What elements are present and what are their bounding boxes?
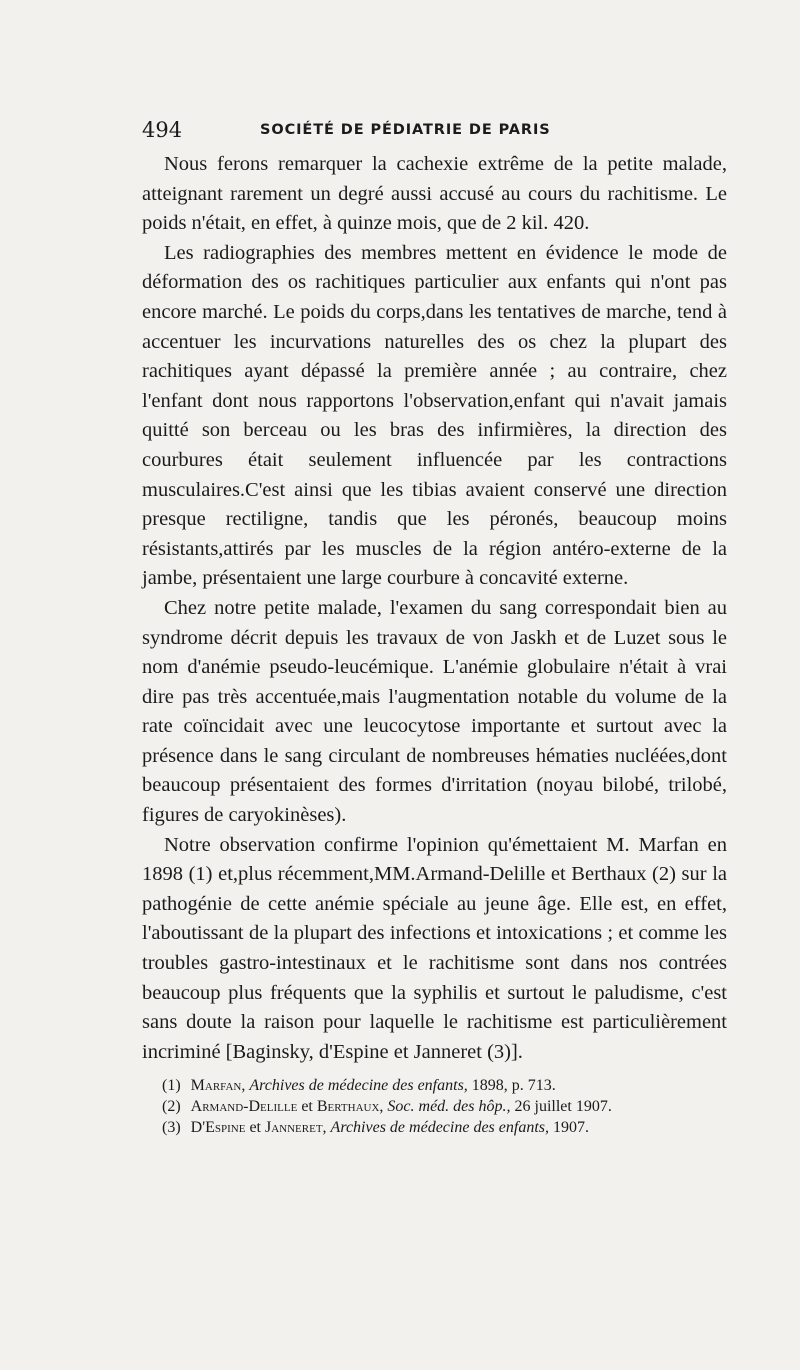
footnote xyxy=(162,1075,727,1096)
footnote-number: (1) xyxy=(162,1077,181,1094)
page-header xyxy=(142,118,727,148)
footnotes xyxy=(162,1075,727,1138)
footnote xyxy=(162,1096,727,1117)
footnote-number: (3) xyxy=(162,1119,181,1136)
footnote-title: Soc. méd. des hôp., xyxy=(387,1098,511,1115)
footnote-conjunction: et xyxy=(249,1119,261,1136)
paragraph: Nous ferons remarquer la cachexie extrême de la petite malade, atteignant rarement un degré aussi accusé au cours du rachitisme. Le poids n'était, en effet, à quinze mois, que de 2 kil. 420. xyxy=(142,153,727,235)
paragraph: Notre observation confirme l'opinion qu'émettaient M. Marfan en 1898 (1) et,plus récemment,MM.Armand-Delille et Berthaux (2) sur la pathogénie de cette anémie spéciale au jeune âge. Elle est, en effet, l'aboutissant de la plupart des infections et intoxications ; et comme les troubles gastro-intestinaux et le rachitisme sont dans nos contrées beaucoup plus fréquents que la syphilis et surtout le paludisme, c'est sans doute la raison pour laquelle le rachitisme est particulièrement incriminé [Baginsky, d'Espine et Janneret (3)]. xyxy=(142,833,727,1063)
page-number: 494 xyxy=(142,118,183,142)
footnote-rest: 1898, p. 713. xyxy=(471,1077,556,1094)
footnote-authors: Marfan, xyxy=(190,1077,246,1094)
footnote-rest: 1907. xyxy=(552,1119,589,1136)
footnote-authors: Janneret, xyxy=(264,1119,327,1136)
paragraph: Chez notre petite malade, l'examen du sang correspondait bien au syndrome décrit depuis les travaux de von Jaskh et de Luzet sous le nom d'anémie pseudo-leucémique. L'anémie globulaire n'était à vrai dire pas très accentuée,mais l'augmentation notable du volume de la rate coïncidait avec une leucocytose importante et surtout avec la présence dans le sang circulant de nombreuses hématies nucléées,dont beaucoup présentaient des formes d'irritation (noyau bilobé, trilobé, figures de caryokinèses). xyxy=(142,596,727,827)
footnote xyxy=(162,1117,727,1138)
running-head: SOCIÉTÉ DE PÉDIATRIE DE PARIS xyxy=(260,122,551,138)
body-text xyxy=(142,150,727,1067)
footnote-rest: 26 juillet 1907. xyxy=(514,1098,612,1115)
footnote-title: Archives de médecine des enfants, xyxy=(249,1077,468,1094)
footnote-conjunction: et xyxy=(301,1098,313,1115)
footnote-authors: Armand-Delille xyxy=(190,1098,298,1115)
footnote-title: Archives de médecine des enfants, xyxy=(330,1119,549,1136)
footnote-authors: D'Espine xyxy=(190,1119,246,1136)
footnote-number: (2) xyxy=(162,1098,181,1115)
paragraph: Les radiographies des membres mettent en évidence le mode de déformation des os rachitiques particulier aux enfants qui n'ont pas encore marché. Le poids du corps,dans les tentatives de marche, tend à accentuer les incurvations naturelles des os chez la plupart des rachitiques ayant dépassé la première année ; au contraire, chez l'enfant dont nous rapportons l'observation,enfant qui n'avait jamais quitté son berceau ou les bras des infirmières, la direction des courbures était seulement influencée par les contractions musculaires.C'est ainsi que les tibias avaient conservé une direction presque rectiligne, tandis que les péronés, beaucoup moins résistants,attirés par les muscles de la région antéro-externe de la jambe, présentaient une large courbure à concavité externe. xyxy=(142,241,727,590)
footnote-authors: Berthaux, xyxy=(316,1098,384,1115)
